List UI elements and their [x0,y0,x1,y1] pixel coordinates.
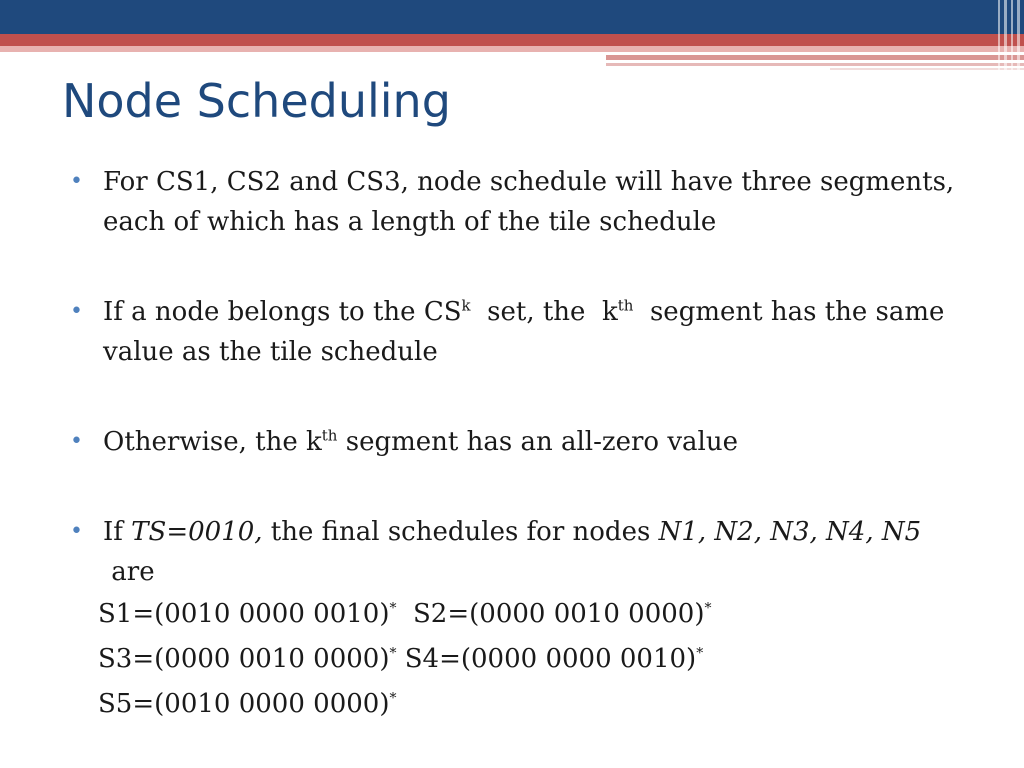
schedule-s4: S4=(0000 0000 0010) [404,644,697,674]
header-band-red [0,34,1024,46]
ts-value: TS=0010, [131,517,263,547]
schedule-s5: S5=(0010 0000 0000) [98,689,390,719]
node-list: N1, N2, N3, N4, N5 [658,517,922,547]
schedule-s2: S2=(0000 0010 0000) [413,599,705,629]
header-accent-line [606,55,1024,60]
header-band-pink [0,46,1024,52]
schedule-s1: S1=(0010 0000 0010) [98,599,390,629]
bullet-text: For CS1, CS2 and CS3, node schedule will have three segments, each of which has a length of the tile schedule [103,167,955,237]
schedule-list [70,592,970,727]
bullet-text: If TS=0010, the final schedules for nodes N1, N2, N3, N4, N5 are [103,517,922,587]
bullet-item [70,422,970,462]
schedule-s3: S3=(0000 0010 0000) [98,644,390,674]
slide-content [70,162,970,727]
superscript: th [617,296,634,315]
bullet-text: Otherwise, the $k^{th}$ segment has an all-zero value [103,426,738,457]
bullet-dot-icon: • [70,169,83,194]
bullet-dot-icon: • [70,429,83,454]
header-accent-line [606,63,1024,66]
schedule-line: S5=(0010 0000 0000)* [98,689,397,719]
bullet-dot-icon: • [70,299,83,324]
bullet-dot-icon: • [70,519,83,544]
superscript: k [461,296,471,315]
header-band-blue [0,0,1024,34]
schedule-line: S3=(0000 0010 0000)* S4=(0000 0000 0010)* [98,644,704,674]
bullet-item [70,512,970,592]
header-vertical-stripes [994,0,1024,70]
slide-title: Node Scheduling [62,74,451,128]
bullet-text: If a node belongs to the $CS^k$ set, the $k^{th}$ segment has the same value as the tile schedule [103,296,953,367]
schedule-line: S1=(0010 0000 0010)* S2=(0000 0010 0000)* [98,599,712,629]
bullet-item [70,292,970,372]
superscript: th [321,426,338,445]
bullet-item [70,162,970,242]
